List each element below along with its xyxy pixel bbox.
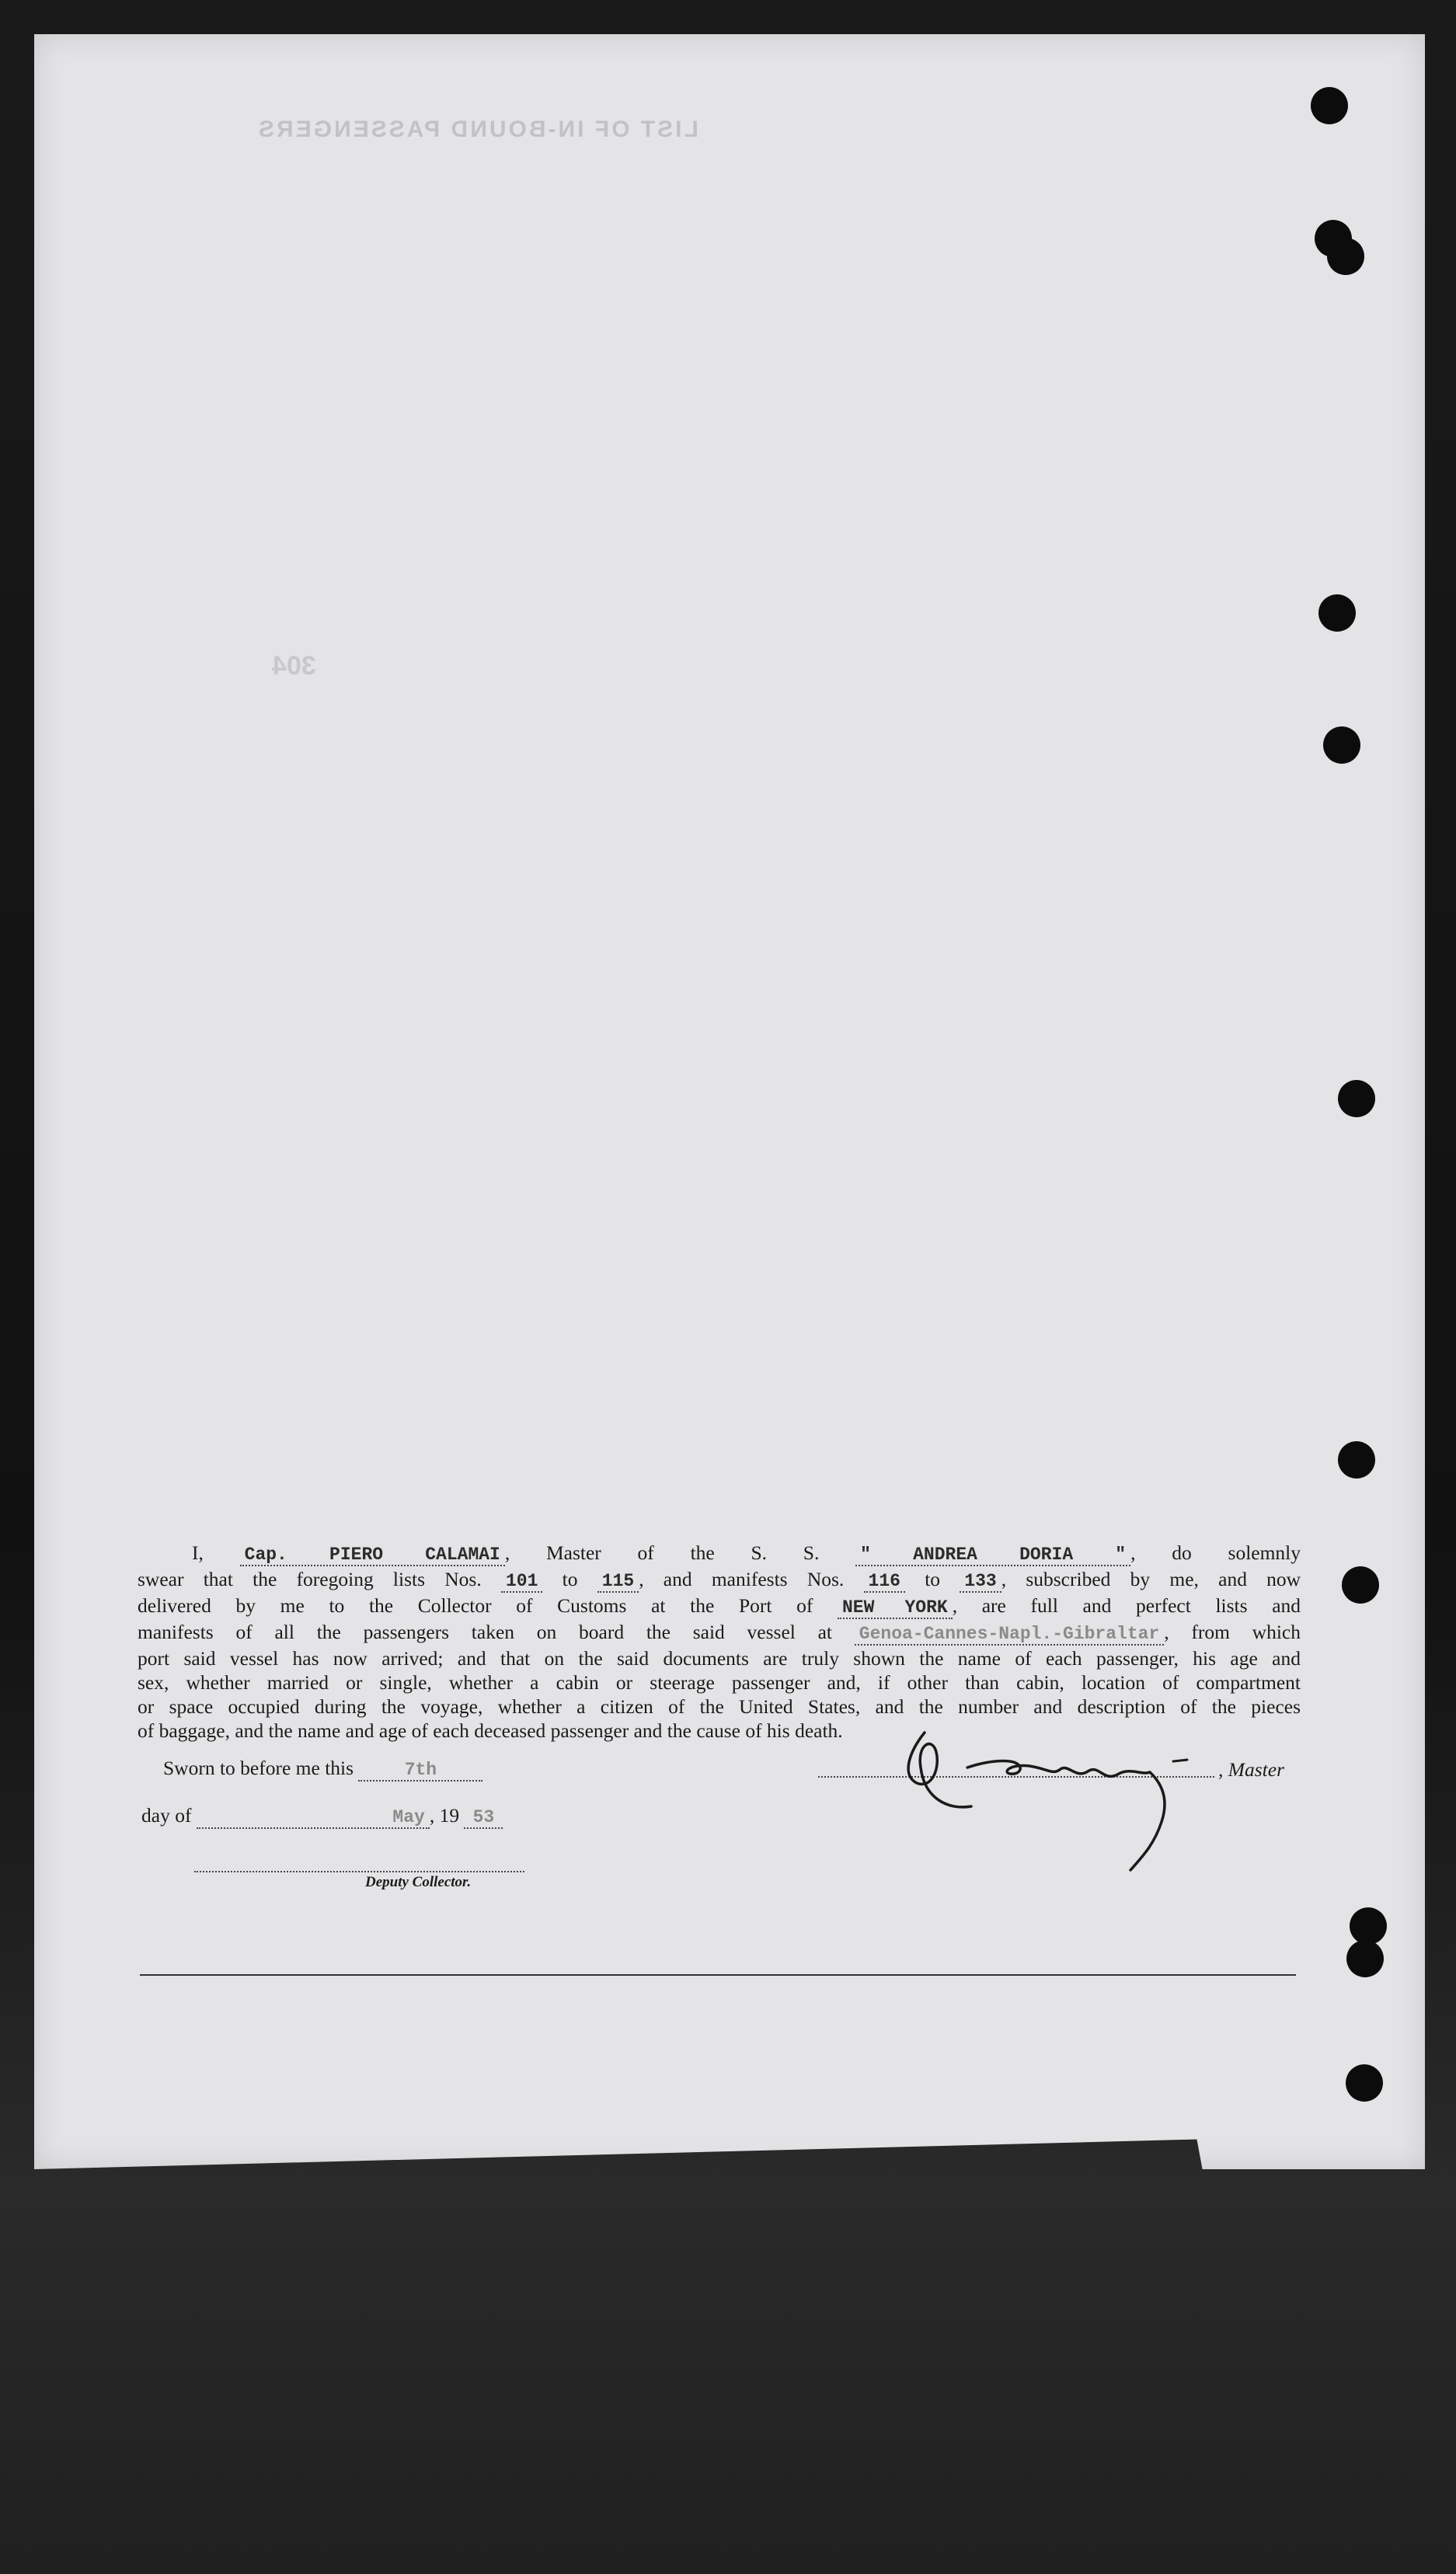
manifests-line-text: manifests of all the passengers taken on board the said vessel at	[138, 1621, 833, 1643]
master-of-text: , Master of the S. S.	[504, 1541, 820, 1564]
oath-line-3	[138, 1594, 1301, 1620]
year-value: 53	[472, 1807, 495, 1827]
punch-hole	[1350, 1907, 1387, 1945]
do-solemnly-text: , do solemnly	[1130, 1541, 1301, 1564]
from-which-text: , from which	[1164, 1621, 1301, 1643]
oath-line-1	[138, 1541, 1301, 1567]
month-value: May	[392, 1807, 425, 1827]
master-label: , Master	[1218, 1758, 1284, 1781]
lists-from-field: 101	[501, 1571, 542, 1593]
vessel-name-field: " ANDREA DORIA "	[855, 1545, 1130, 1566]
swear-text: swear that the foregoing lists Nos.	[138, 1568, 482, 1590]
sworn-day-field	[358, 1757, 482, 1782]
year-prefix: , 19	[429, 1804, 460, 1827]
punch-hole	[1346, 1940, 1384, 1977]
bleed-through-header: LIST OF IN-BOUND PASSENGERS	[256, 117, 698, 142]
sworn-line	[163, 1757, 482, 1782]
bleed-through-stamp: 304	[272, 651, 316, 681]
punch-hole	[1311, 87, 1348, 124]
master-name-field: Cap. PIERO CALAMAI	[240, 1545, 505, 1566]
day-of-line	[141, 1804, 503, 1829]
ports-of-call-field: Genoa-Cannes-Napl.-Gibraltar	[855, 1624, 1164, 1646]
punch-hole	[1346, 2064, 1383, 2102]
oath-intro: I,	[192, 1541, 204, 1564]
punch-hole	[1338, 1080, 1375, 1117]
month-field	[197, 1804, 430, 1829]
master-signature	[893, 1721, 1220, 1876]
punch-hole	[1338, 1441, 1375, 1479]
oath-line-8: of baggage, and the name and age of each deceased passenger and the cause of his death.	[138, 1719, 843, 1742]
year-field	[464, 1804, 503, 1829]
manifests-text: , and manifests Nos.	[639, 1568, 845, 1590]
sworn-day-value: 7th	[404, 1760, 437, 1780]
oath-line-6: sex, whether married or single, whether a cabin or steerage passenger and, if other than cabin, location of compartment	[138, 1671, 1301, 1694]
oath-line-2	[138, 1567, 1301, 1594]
oath-line-4	[138, 1620, 1301, 1646]
manifests-from-field: 116	[864, 1571, 905, 1593]
deputy-signature-line	[194, 1871, 524, 1872]
delivered-text: delivered by me to the Collector of Customs at the Port of	[138, 1594, 813, 1617]
full-lists-text: , are full and perfect lists and	[952, 1594, 1301, 1617]
punch-hole	[1318, 594, 1356, 632]
oath-line-7: or space occupied during the voyage, whether a citizen of the United States, and the number and description of the pieces	[138, 1695, 1301, 1718]
oath-line-5: port said vessel has now arrived; and that on the said documents are truly shown the name of each passenger, his age and	[138, 1647, 1301, 1670]
to-text: to	[562, 1568, 578, 1590]
port-field: NEW YORK	[838, 1597, 953, 1619]
master-oath-paragraph	[138, 1541, 1301, 1743]
to-text: to	[925, 1568, 941, 1590]
manifests-to-field: 133	[960, 1571, 1001, 1593]
punch-hole	[1323, 726, 1360, 764]
sworn-label: Sworn to before me this	[163, 1757, 354, 1779]
deputy-collector-label: Deputy Collector.	[365, 1874, 472, 1890]
punch-hole	[1342, 1566, 1379, 1604]
day-of-label: day of	[141, 1804, 192, 1827]
subscribed-text: , subscribed by me, and now	[1001, 1568, 1301, 1590]
punch-hole	[1327, 238, 1364, 275]
lists-to-field: 115	[597, 1571, 639, 1593]
bottom-divider	[140, 1974, 1296, 1976]
